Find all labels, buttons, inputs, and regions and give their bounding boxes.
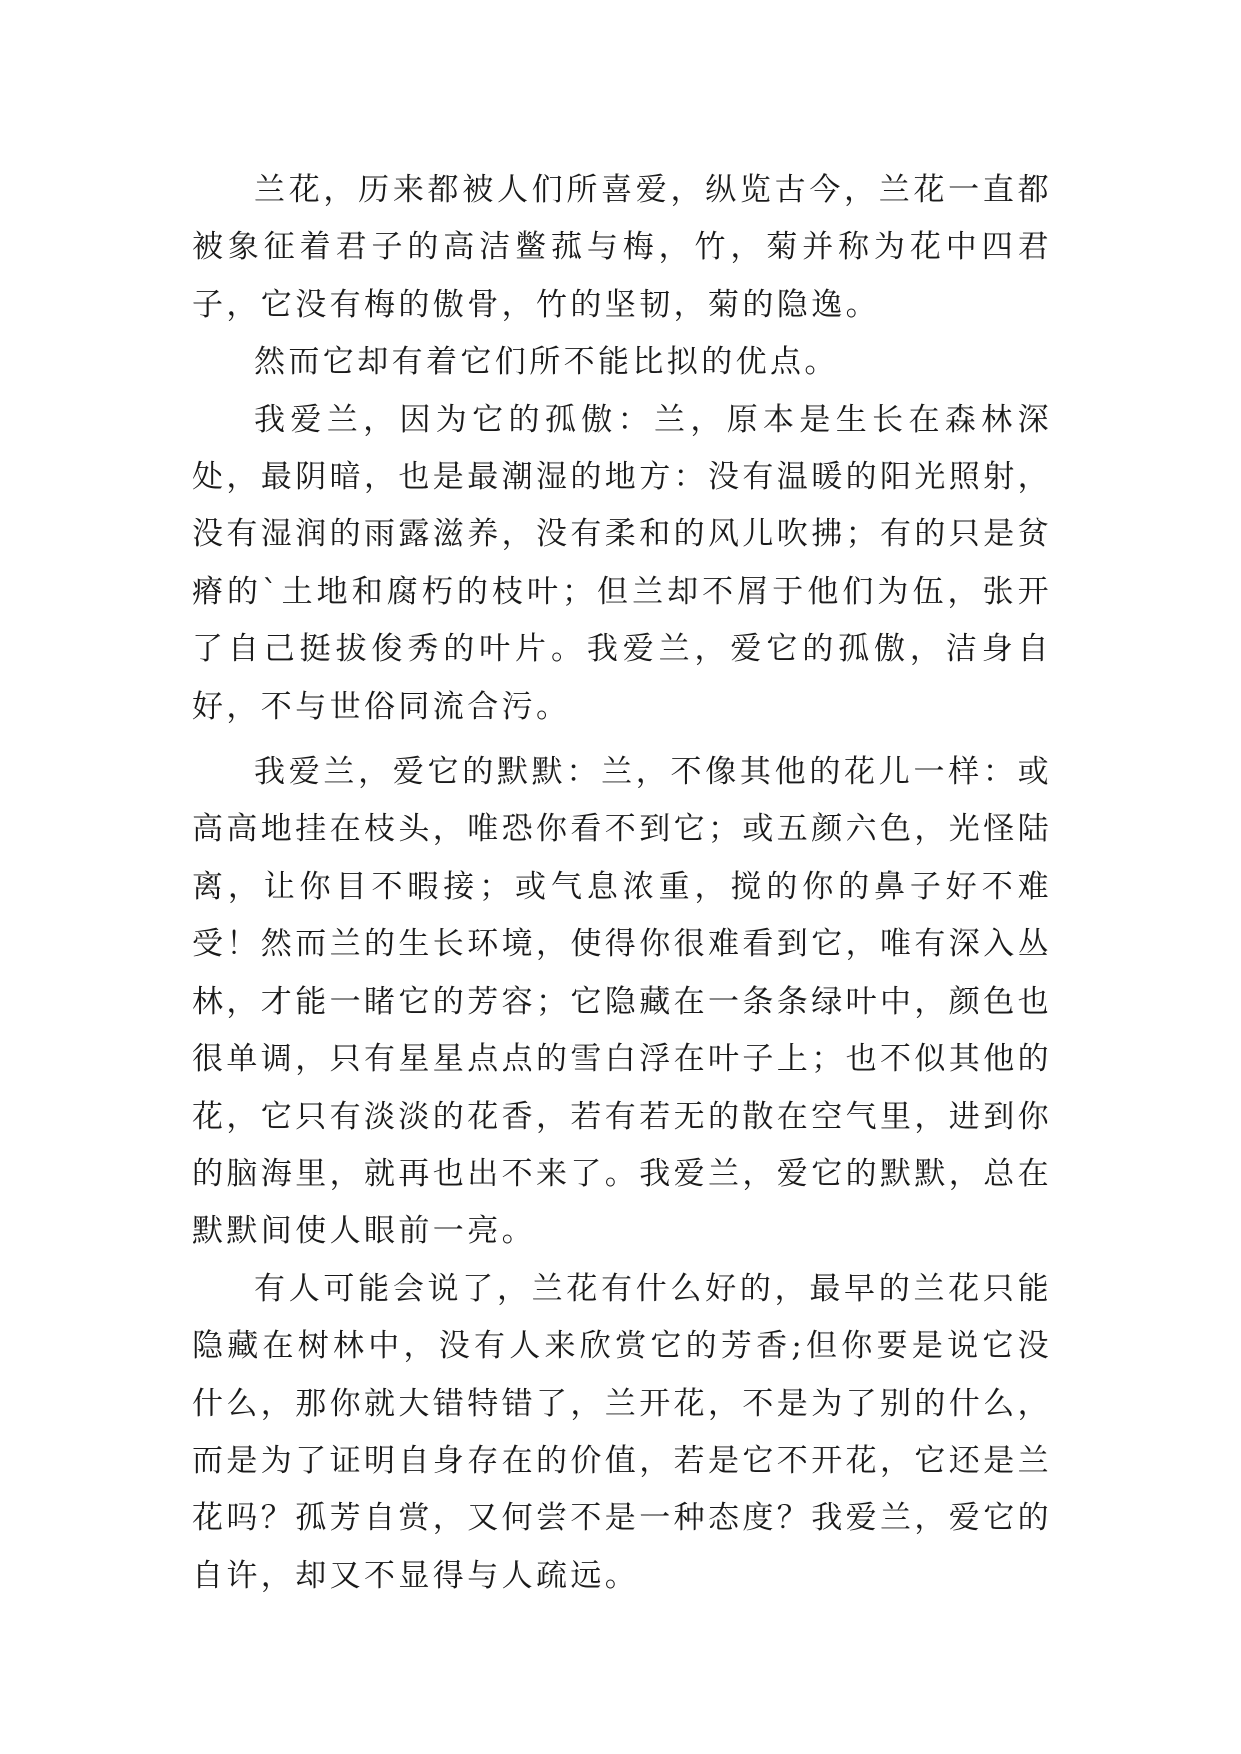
paragraph-1: 兰花，历来都被人们所喜爱，纵览古今，兰花一直都被象征着君子的高洁鳖菰与梅，竹，菊并称为花中四君子，它没有梅的傲骨，竹的坚韧，菊的隐逸。: [192, 172, 1052, 323]
paragraph-3: 我爱兰，因为它的孤傲：兰，原本是生长在森林深处，最阴暗，也是最潮湿的地方：没有温暖的阳光照射，没有湿润的雨露滋养，没有柔和的风儿吹拂；有的只是贫瘠的`土地和腐朽的枝叶；但兰却不屑于他们为伍，张开了自己挺拔俊秀的叶片。我爱兰，爱它的孤傲，洁身自好，不与世俗同流合污。: [192, 401, 1052, 725]
paragraph-4: 我爱兰，爱它的默默：兰，不像其他的花儿一样：或高高地挂在枝头，唯恐你看不到它；或五颜六色，光怪陆离，让你目不暇接；或气息浓重，搅的你的鼻子好不难受！然而兰的生长环境，使得你很难看到它，唯有深入丛林，才能一睹它的芳容；它隐藏在一条条绿叶中，颜色也很单调，只有星星点点的雪白浮在叶子上；也不似其他的花，它只有淡淡的花香，若有若无的散在空气里，进到你的脑海里，就再也出不来了。我爱兰，爱它的默默，总在默默间使人眼前一亮。: [192, 754, 1052, 1250]
paragraph-2: 然而它却有着它们所不能比拟的优点。: [254, 344, 839, 381]
essay-body: [192, 162, 1052, 1605]
paragraph-5: 有人可能会说了，兰花有什么好的，最早的兰花只能隐藏在树林中，没有人来欣赏它的芳香;但你要是说它没什么，那你就大错特错了，兰开花，不是为了别的什么，而是为了证明自身存在的价值，若是它不开花，它还是兰花吗？孤芳自赏，又何尝不是一种态度？我爱兰，爱它的自许，却又不显得与人疏远。: [192, 1270, 1052, 1594]
